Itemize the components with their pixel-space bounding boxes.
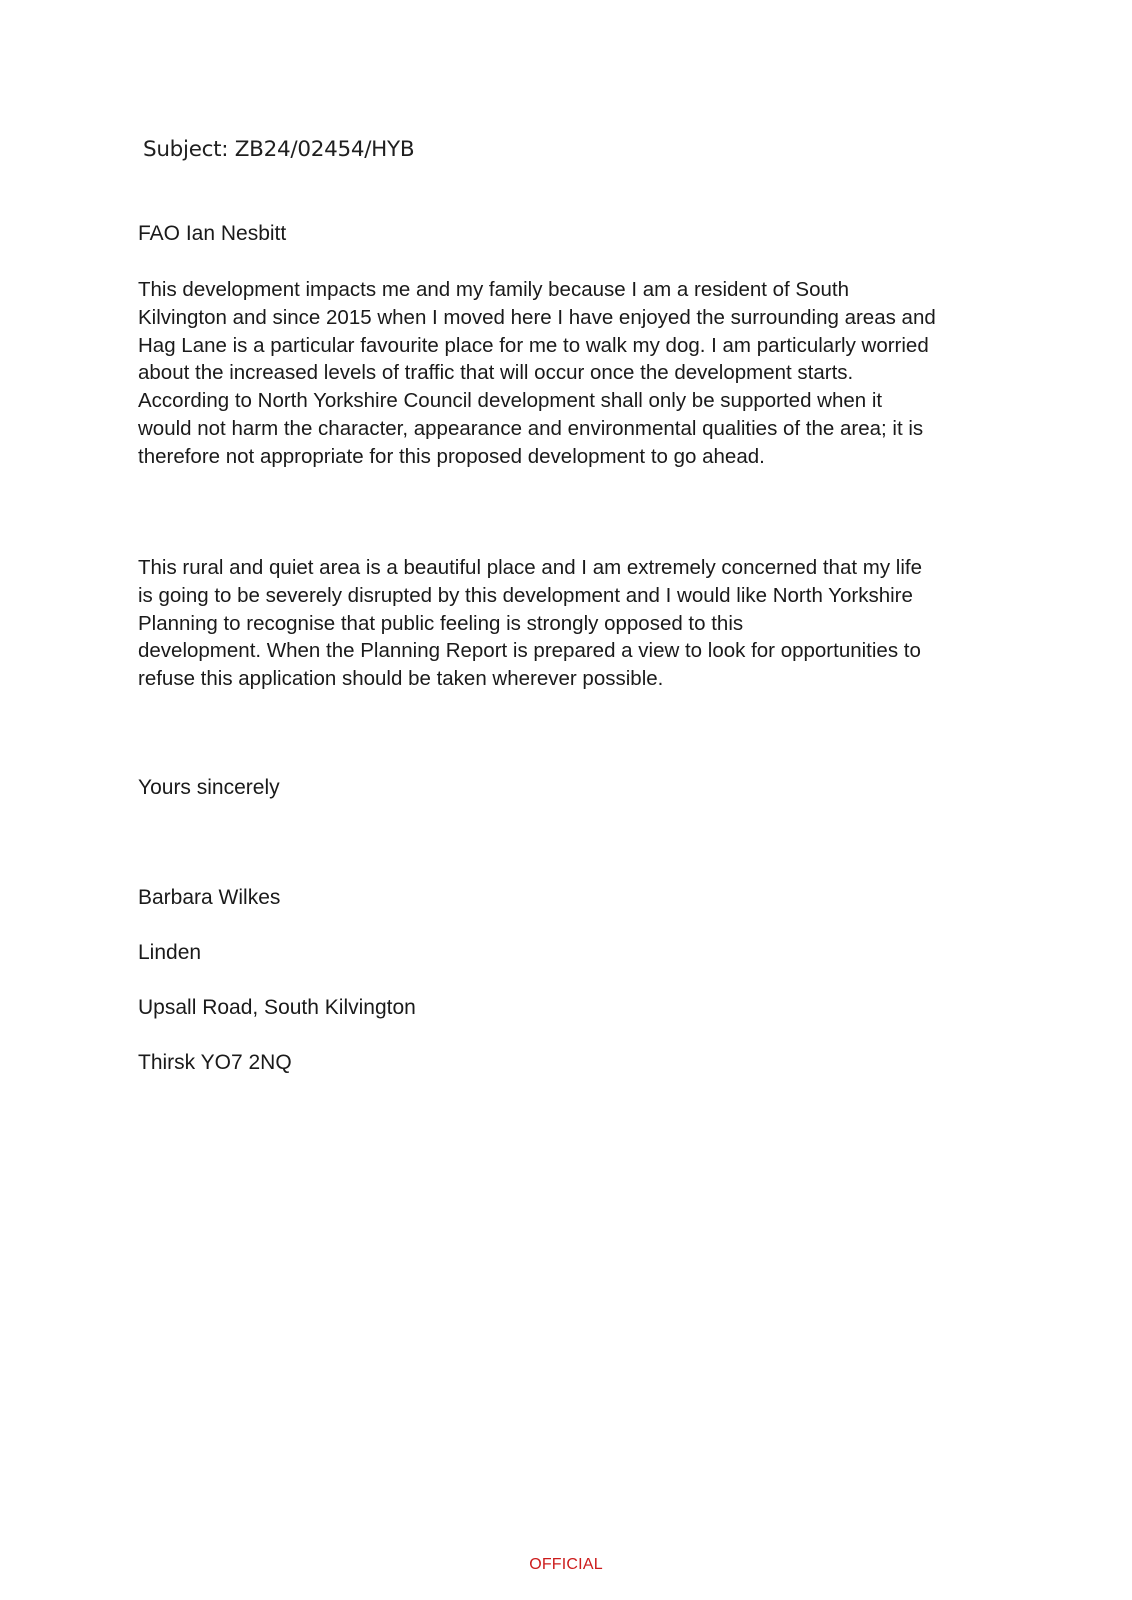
paragraph-line: This rural and quiet area is a beautiful place and I am extremely concerned that my life — [138, 556, 922, 579]
paragraph-line: According to North Yorkshire Council development shall only be supported when it — [138, 389, 883, 413]
addressee-line: FAO Ian Nesbitt — [138, 222, 287, 245]
paragraph-line: refuse this application should be taken wherever possible. — [138, 667, 664, 691]
address-house: Linden — [138, 941, 202, 964]
body-paragraph-2 — [138, 554, 1008, 693]
paragraph-line: This development impacts me and my family because I am a resident of South — [138, 278, 850, 301]
paragraph-line: Kilvington and since 2015 when I moved here I have enjoyed the surrounding areas and — [138, 305, 936, 329]
paragraph-line: Hag Lane is a particular favourite place for me to walk my dog. I am particularly worried — [138, 333, 929, 357]
closing-line: Yours sincerely — [138, 776, 280, 799]
paragraph-line: therefore not appropriate for this proposed development to go ahead. — [138, 444, 765, 468]
signature-name: Barbara Wilkes — [138, 886, 281, 909]
address-town: Thirsk YO7 2NQ — [138, 1051, 292, 1074]
paragraph-line: development. When the Planning Report is prepared a view to look for opportunities to — [138, 639, 921, 663]
classification-footer: OFFICIAL — [529, 1556, 603, 1573]
subject-line: Subject: ZB24/02454/HYB — [143, 137, 415, 162]
paragraph-line: is going to be severely disrupted by this development and I would like North Yorkshire — [138, 583, 913, 607]
body-paragraph-1 — [138, 276, 1008, 471]
paragraph-line: about the increased levels of traffic that will occur once the development starts. — [138, 361, 854, 385]
address-road: Upsall Road, South Kilvington — [138, 996, 416, 1019]
paragraph-line: would not harm the character, appearance and environmental qualities of the area; it is — [138, 416, 924, 440]
paragraph-line: Planning to recognise that public feeling is strongly opposed to this — [138, 611, 744, 635]
